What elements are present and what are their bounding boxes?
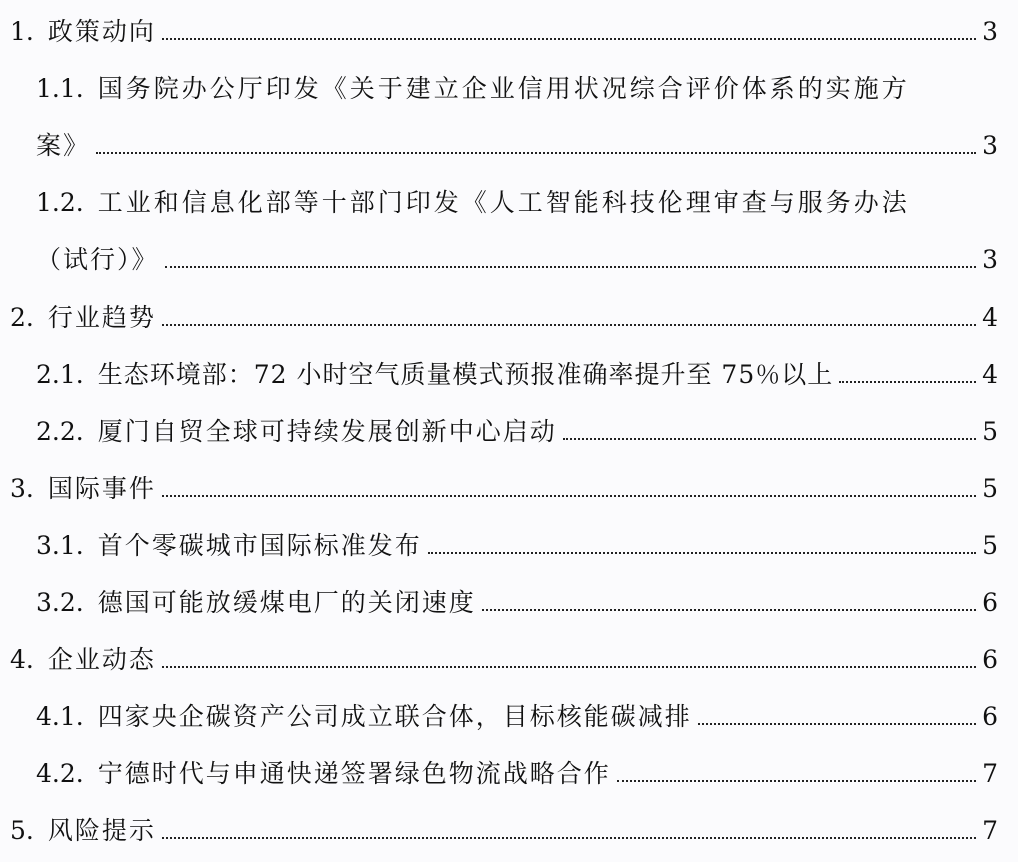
toc-entry-number: 5. <box>10 816 34 845</box>
toc-entry-2-1[interactable] <box>36 359 998 391</box>
toc-entry-3-1[interactable] <box>36 530 998 562</box>
dot-leader <box>162 836 976 839</box>
toc-entry-3[interactable] <box>10 473 998 505</box>
toc-entry-title: 政策动向 <box>47 17 156 46</box>
toc-entry-title-line2: 案》 <box>36 131 91 160</box>
dot-leader <box>839 380 976 383</box>
toc-entry-title-line2: （试行）》 <box>36 245 159 274</box>
toc-entry-number: 2.1. <box>36 360 84 389</box>
toc-entry-number: 4.1. <box>36 702 84 731</box>
toc-page-number: 6 <box>982 588 998 617</box>
toc-entry-title-line1: 国务院办公厅印发《关于建立企业信用状况综合评价体系的实施方 <box>97 74 910 103</box>
dot-leader <box>482 608 976 611</box>
toc-entry-4-1[interactable] <box>36 701 998 733</box>
toc-entry-number: 1.1. <box>36 74 84 103</box>
dot-leader <box>162 323 976 326</box>
dot-leader <box>165 265 977 268</box>
toc-entry-title: 德国可能放缓煤电厂的关闭速度 <box>97 588 476 617</box>
toc-page-number: 6 <box>982 702 998 731</box>
toc-entry-number: 4. <box>10 645 34 674</box>
toc-page-number: 6 <box>982 645 998 674</box>
toc-entry-number: 4.2. <box>36 759 84 788</box>
toc-page-number: 5 <box>982 417 998 446</box>
toc-page-number: 7 <box>982 816 998 845</box>
toc-entry-2-2[interactable] <box>36 416 998 448</box>
toc-entry-title-line1: 工业和信息化部等十部门印发《人工智能科技伦理审查与服务办法 <box>97 188 910 217</box>
toc-entry-number: 2.2. <box>36 417 84 446</box>
dot-leader <box>162 665 976 668</box>
dot-leader <box>162 37 976 40</box>
toc-entry-title: 四家央企碳资产公司成立联合体，目标核能碳减排 <box>97 702 692 731</box>
toc-entry-number: 2. <box>10 303 34 332</box>
toc-entry-1-1-continued[interactable] <box>36 130 998 162</box>
toc-entry-number: 1.2. <box>36 188 84 217</box>
toc-entry-number: 3. <box>10 474 34 503</box>
dot-leader <box>563 437 976 440</box>
toc-entry-3-2[interactable] <box>36 587 998 619</box>
toc-entry-number: 3.1. <box>36 531 84 560</box>
dot-leader <box>162 494 976 497</box>
toc-page-number: 5 <box>982 531 998 560</box>
toc-entry-title: 厦门自贸全球可持续发展创新中心启动 <box>97 417 557 446</box>
toc-entry-1-1[interactable] <box>36 73 998 105</box>
toc-entry-2[interactable] <box>10 302 998 334</box>
toc-page-number: 3 <box>982 245 998 274</box>
toc-page-number: 4 <box>982 360 998 389</box>
toc-entry-title: 首个零碳城市国际标准发布 <box>97 531 422 560</box>
toc-entry-1-2[interactable] <box>36 187 998 219</box>
toc-entry-1[interactable] <box>10 16 998 48</box>
dot-leader <box>698 722 976 725</box>
toc-page-number: 3 <box>982 131 998 160</box>
toc-entry-number: 3.2. <box>36 588 84 617</box>
toc-page-number: 3 <box>982 17 998 46</box>
toc-page-number: 7 <box>982 759 998 788</box>
toc-page-number: 5 <box>982 474 998 503</box>
toc-entry-title: 生态环境部：72 小时空气质量模式预报准确率提升至 75％以上 <box>97 360 834 389</box>
toc-entry-title: 国际事件 <box>47 474 156 503</box>
toc-entry-title: 风险提示 <box>47 816 156 845</box>
toc-entry-4-2[interactable] <box>36 758 998 790</box>
toc-entry-5[interactable] <box>10 815 998 847</box>
dot-leader <box>428 551 976 554</box>
toc-entry-title: 行业趋势 <box>47 303 156 332</box>
toc-entry-number: 1. <box>10 17 34 46</box>
dot-leader <box>617 779 976 782</box>
toc-entry-4[interactable] <box>10 644 998 676</box>
toc-page-number: 4 <box>982 303 998 332</box>
toc-entry-1-2-continued[interactable] <box>36 244 998 276</box>
toc-entry-title: 宁德时代与申通快递签署绿色物流战略合作 <box>97 759 611 788</box>
toc-entry-title: 企业动态 <box>47 645 156 674</box>
dot-leader <box>96 151 976 154</box>
